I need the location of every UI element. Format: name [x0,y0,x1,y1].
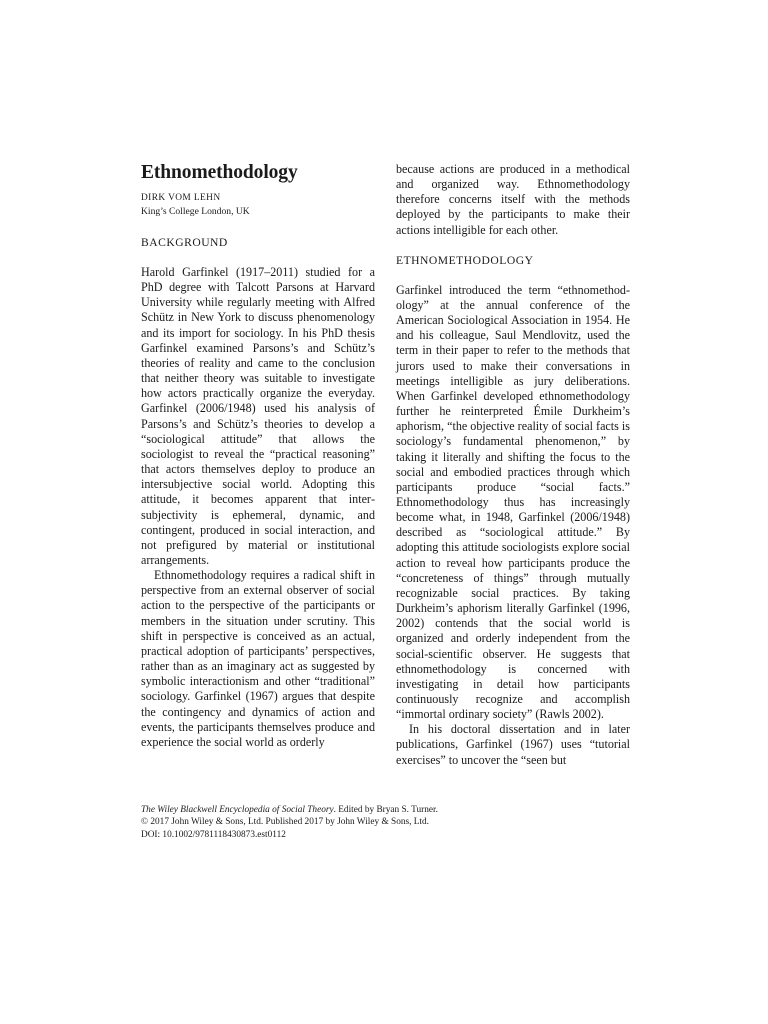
copyright-line: © 2017 John Wiley & Sons, Ltd. Published 2017 by John Wiley & Sons, Ltd. [141,817,429,828]
paragraph: Harold Garfinkel (1917–2011) studied for a PhD degree with Talcott Parsons at Harvard University while regularly meeting with Alfred Schütz in New York to discuss phenomenology and its import for sociology. In his PhD thesis Garfinkel examined Parsons’s and Schütz’s theories of reality and came to the conclusion that neither theory was suitable to investigate how actors practically organize the everyday. Garfinkel (2006/1948) used his analysis of Parsons’s and Schütz’s theories to develop a “sociological attitude” that allows the sociologist to reveal the “practical reasoning” that actors themselves deploy to produce an intersubjective social world. Adopting this attitude, it becomes apparent that intersubjectivity is ephemeral, dynamic, and contingent, produced in social interaction, and not prefigured by material or institutional arrangements. [141,265,375,567]
section-heading-ethnomethodology: ETHNOMETHODOLOGY [396,253,534,267]
citation-footer [141,804,631,841]
paragraph-continuation: because actions are produced in a methodical and organized way. Ethnomethodology therefore concerns itself with the methods deployed by the participants to make their actions intelligible for each other. [396,162,630,237]
paragraph: In his doctoral dissertation and in later publications, Garfinkel (1967) uses “tutorial exercises” to uncover the “seen but [396,722,630,767]
paragraph: Garfinkel introduced the term “ethnomethodology” at the annual conference of the American Sociological Association in 1954. He and his colleague, Saul Mendlovitz, used the term in their paper to refer to the methods that jurors used to make their conversations in meetings intelligible as jury deliberations. When Garfinkel developed ethnomethodology further he reinterpreted Émile Durkheim’s aphorism, “the objective reality of social facts is sociology’s fundamental phenomenon,” by taking it literally and shifting the focus to the social and embodied practices through which participants produce “social facts.” Ethnomethodology thus has increasingly become what, in 1948, Garfinkel (2006/1948) described as “sociological attitude.” By adopting this attitude sociologists explore social action to reveal how participants produce the “concreteness of things” through mutually recognizable social practices. By taking Durkheim’s aphorism literally Garfinkel (1996, 2002) contends that the social world is organized and orderly independent from the social-scientific observer. He suggests that ethnomethodology is concerned with investigating in detail how participants continuously recognize and accomplish “immortal ordinary society” (Rawls 2002). [396,282,630,722]
left-column [141,162,375,750]
right-column [396,162,630,768]
paragraph: Ethnomethodology requires a radical shift in perspective from an external observer of social action to the perspective of the participants or members in the situation under scrutiny. This shift in perspective is conceived as an actual, practical adoption of participants’ perspectives, rather than as an imaginary act as suggested by symbolic interactionism and other “traditional” sociology. Garfinkel (1967) argues that despite the contingency and dynamics of action and events, the participants themselves produce and experience the social world as orderly [141,568,375,749]
article-title: Ethnomethodology [141,162,298,183]
editor-line: . Edited by Bryan S. Turner. [333,805,438,815]
author-affiliation: King’s College London, UK [141,206,250,217]
section-heading-background: BACKGROUND [141,236,228,249]
author-name: DIRK VOM LEHN [141,193,221,203]
footer-source-line [141,804,631,816]
encyclopedia-title: The Wiley Blackwell Encyclopedia of Social Theory [141,805,334,815]
doi-line: DOI: 10.1002/9781118430873.est0112 [141,829,286,840]
